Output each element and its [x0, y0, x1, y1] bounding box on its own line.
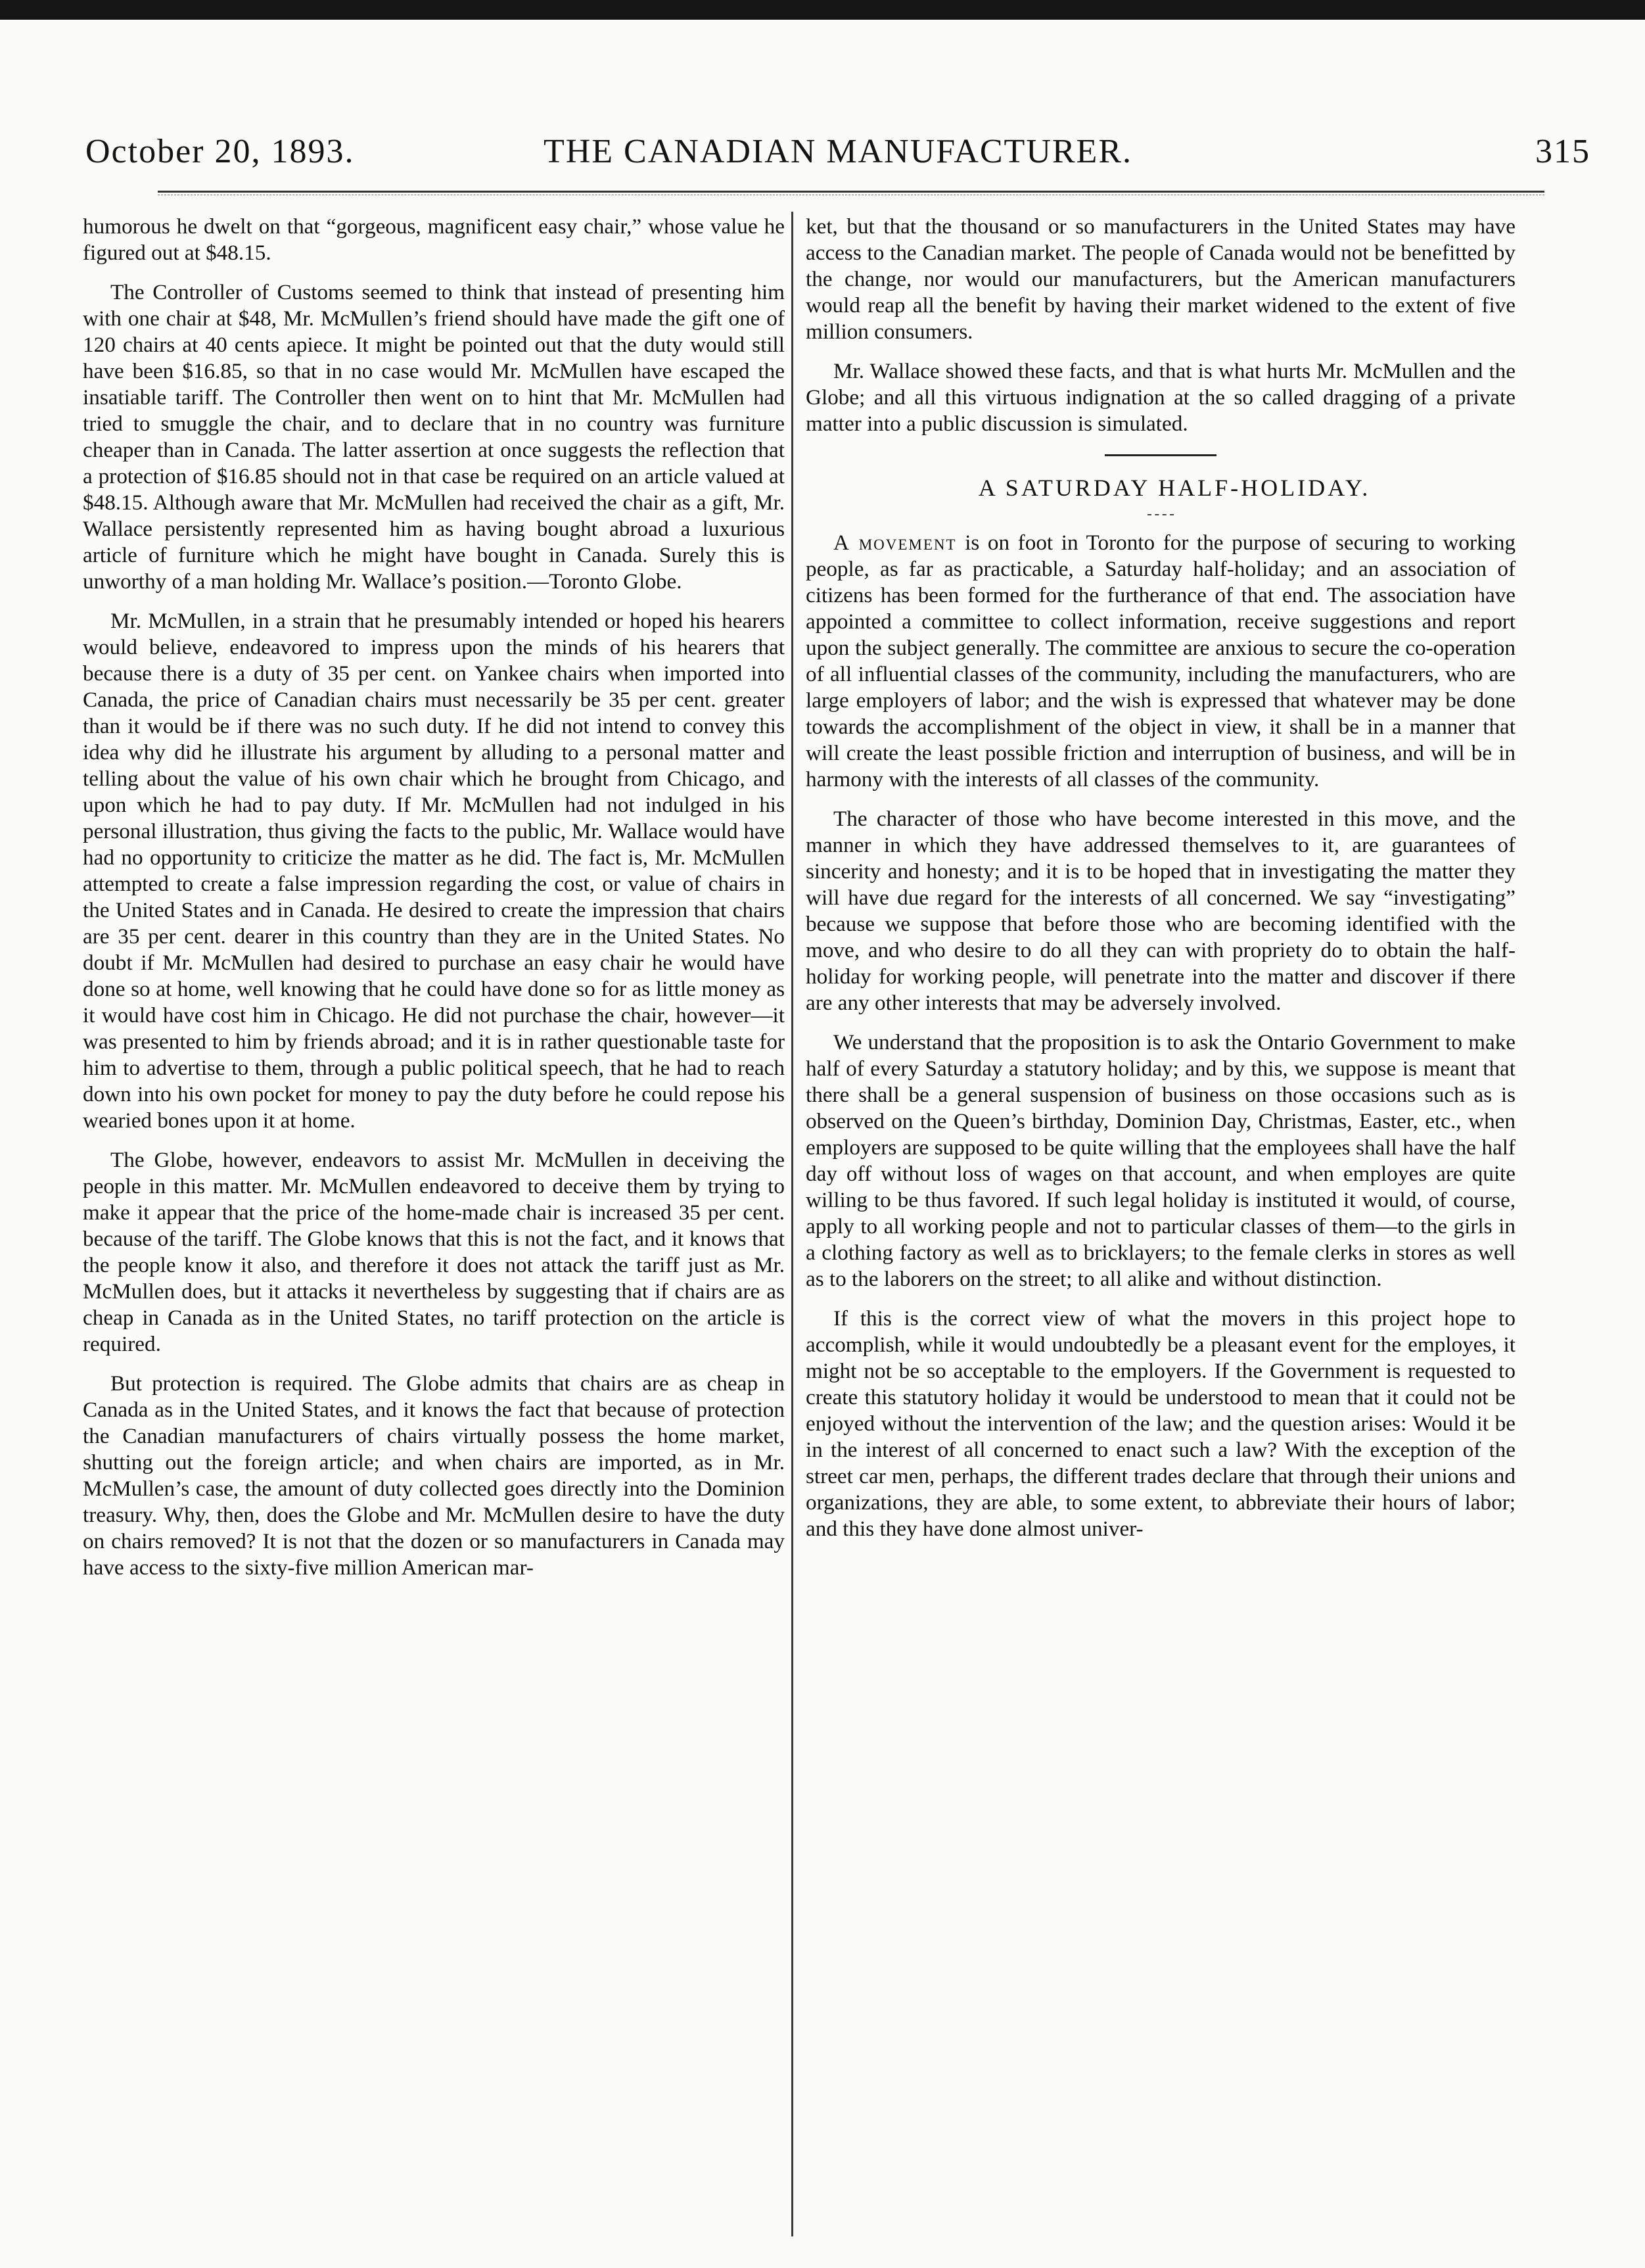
article-paragraph: Mr. Wallace showed these facts, and that is what hurts Mr. McMullen and the Globe; and all this virtuous indignation at the so called dragging of a private matter into a public discussion is simulated.	[806, 359, 1516, 436]
section-paragraph: The character of those who have become interested in this move, and the manner in which they have addressed themselves to it, are guarantees of sincerity and honesty; and it is to be hoped that in investigating the matter they will have due regard for the interests of all concerned. We say “investigating” because we suppose that before those who are becoming identified with the move, and who desire to do all they can with propriety do to obtain the half-holiday for working people, will penetrate into the matter and discover if there are any other interests that may be adversely involved.	[806, 807, 1516, 1015]
issue-date: October 20, 1893.	[85, 133, 355, 170]
scan-top-border	[0, 0, 1645, 20]
publication-title: THE CANADIAN MANUFACTURER.	[543, 133, 1133, 170]
lead-word: A movement	[833, 531, 957, 555]
article-paragraph: The Controller of Customs seemed to think that instead of presenting him with one chair at $48, Mr. McMullen’s friend should have made the gift one of 120 chairs at 40 cents apiece. It might be pointed out that the duty would still have been $16.85, so that in no case would Mr. McMullen have escaped the insatiable tariff. The Controller then went on to hint that Mr. McMullen had tried to smuggle the chair, and to declare that in no country was furniture cheaper than in Canada. The latter assertion at once suggests the reflection that a protection of $16.85 should not in that case be required on an article valued at $48.15. Although aware that Mr. McMullen had received the chair as a gift, Mr. Wallace persistently represented him as having bought abroad a luxurious article of furniture which he might have bought in Canada. Surely this is unworthy of a man holding Mr. Wallace’s position.—Toronto Globe.	[83, 280, 785, 594]
left-column	[83, 214, 785, 1594]
article-paragraph: ket, but that the thousand or so manufacturers in the United States may have access to the Canadian market. The people of Canada would not be benefitted by the change, nor would our manufacturers, but the American manufacturers would reap all the benefit by having their market widened to the extent of five million consumers.	[806, 214, 1516, 344]
right-column	[806, 214, 1516, 1555]
section-heading: A SATURDAY HALF-HOLIDAY.	[978, 475, 1371, 501]
article-paragraph: Mr. McMullen, in a strain that he presumably intended or hoped his hearers would believe, endeavored to impress upon the minds of his hearers that because there is a duty of 35 per cent. on Yankee chairs when imported into Canada, the price of Canadian chairs must necessarily be 35 per cent. greater than it would be if there was no such duty. If he did not intend to convey this idea why did he illustrate his argument by alluding to a personal matter and telling about the value of his own chair which he brought from Chicago, and upon which he had to pay duty. If Mr. McMullen had not indulged in his personal illustration, thus giving the facts to the public, Mr. Wallace would have had no opportunity to criticize the matter as he did. The fact is, Mr. McMullen attempted to create a false impression regarding the cost, or value of chairs in the United States and in Canada. He desired to create the impression that chairs are 35 per cent. dearer in this country than they are in the United States. No doubt if Mr. McMullen had desired to purchase an easy chair he would have done so at home, well knowing that he could have done so for as little money as it would have cost him in Chicago. He did not purchase the chair, however—it was presented to him by friends abroad; and it is in rather questionable taste for him to advertise to them, through a public political speech, that he had to reach down into his own pocket for money to pay the duty before he could repose his wearied bones upon it at home.	[83, 609, 785, 1133]
section-paragraph: We understand that the proposition is to ask the Ontario Government to make half of every Saturday a statutory holiday; and by this, we suppose is meant that there shall be a general suspension of business on those occasions such as is observed on the Queen’s birthday, Dominion Day, Christmas, Easter, etc., when employers are supposed to be quite willing that the employees shall have the half day off without loss of wages on that account, and when employes are quite willing to be thus favored. If such legal holiday is instituted it would, of course, apply to all working people and not to particular classes of them—to the girls in a clothing factory as well as to bricklayers; to the female clerks in stores as well as to the laborers on the street; to all alike and without distinction.	[806, 1030, 1516, 1291]
page-header	[85, 129, 1590, 181]
article-paragraph: humorous he dwelt on that “gorgeous, magnificent easy chair,” whose value he figured out at $48.15.	[83, 214, 785, 265]
heading-ornament	[1147, 514, 1174, 515]
article-paragraph: But protection is required. The Globe admits that chairs are as cheap in Canada as in the United States, and it knows the fact that because of protection the Canadian manufacturers of chairs virtually possess the home market, shutting out the foreign article; and when chairs are imported, as in Mr. McMullen’s case, the amount of duty collected goes directly into the Dominion treasury. Why, then, does the Globe and Mr. McMullen desire to have the duty on chairs removed? It is not that the dozen or so manufacturers in Canada may have access to the sixty-five million American mar-	[83, 1371, 785, 1580]
article-paragraph: The Globe, however, endeavors to assist Mr. McMullen in deceiving the people in this matter. Mr. McMullen endeavored to deceive them by trying to make it appear that the price of the home-made chair is increased 35 per cent. because of the tariff. The Globe knows that this is not the fact, and it knows that the people know it also, and therefore it does not attack the tariff just as Mr. McMullen does, but it attacks it nevertheless by suggesting that if chairs are as cheap in Canada as in the United States, no tariff protection on the article is required.	[83, 1148, 785, 1356]
lead-paragraph-text: is on foot in Toronto for the purpose of securing to working people, as far as practicable, a Saturday half-holiday; and an association of citizens has been formed for the furtherance of that end. The association have appointed a committee to collect information, receive suggestions and report upon the subject generally. The committee are anxious to secure the co-operation of all influential classes of the community, including the manufacturers, who are large employers of labor; and the wish is expressed that whatever may be done towards the accomplishment of the object in view, it shall be in a manner that will create the least possible friction and interruption of business, and will be in harmony with the interests of all classes of the community.	[806, 531, 1516, 791]
section-paragraph: If this is the correct view of what the movers in this project hope to accomplish, while it would undoubtedly be a pleasant event for the employes, it might not be so acceptable to the employers. If the Government is requested to create this statutory holiday it would be understood to mean that it could not be enjoyed without the intervention of the law; and the question arises: Would it be in the interest of all concerned to enact such a law? With the exception of the street car men, perhaps, the different trades declare that through their unions and organizations, they are able, to some extent, to abbreviate their hours of labor; and this they have done almost univer-	[806, 1306, 1516, 1541]
section-divider	[1105, 454, 1216, 456]
page-number: 315	[1535, 133, 1590, 170]
section-lead-paragraph	[806, 530, 1516, 793]
column-divider	[791, 212, 793, 2236]
header-rule	[158, 191, 1544, 193]
